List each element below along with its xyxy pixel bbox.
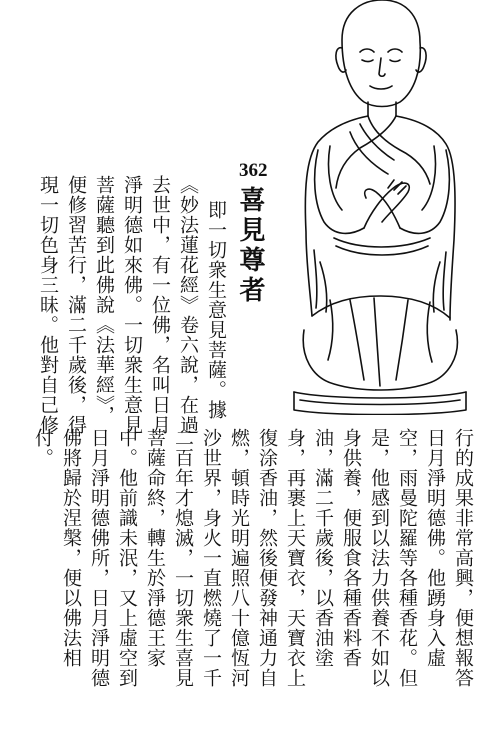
text-column-3: 去世中，有一位佛，名叫日月 xyxy=(149,175,171,435)
seated-monk-illustration xyxy=(290,0,470,415)
text-column-20: 中。他前識未泯，又上虛空到 xyxy=(116,428,138,688)
text-column-7: 現一切色身三昧。他對自己修 xyxy=(37,175,59,435)
text-column-21: 日月淨明德佛所，日月淨明德 xyxy=(88,428,110,688)
text-column-5: 菩薩聽到此佛說《法華經》， xyxy=(93,175,115,426)
text-column-8: 行的成果非常高興，便想報答 xyxy=(452,428,474,688)
text-column-10: 空，雨曼陀羅等各種香花。但 xyxy=(396,428,418,688)
text-column-19: 菩薩命終，轉生於淨德王家 xyxy=(144,428,166,668)
text-column-1: 即一切衆生意見菩薩。據 xyxy=(205,200,227,420)
entry-number: 362 xyxy=(239,160,268,181)
text-column-6: 便修習苦行，滿二千歲後，得 xyxy=(65,175,87,435)
text-column-23: 付。 xyxy=(32,428,54,468)
text-column-12: 身供養，便服食各種香料香 xyxy=(340,428,362,668)
text-column-4: 淨明德如來佛。一切衆生意見 xyxy=(121,175,143,435)
entry-title: 喜見尊者 xyxy=(235,186,265,306)
text-column-17: 沙世界，身火一直燃燒了一千 xyxy=(200,428,222,688)
text-column-11: 是，他感到以法力供養不如以 xyxy=(368,428,390,688)
text-column-13: 油，滿二千歲後，以香油塗 xyxy=(312,428,334,668)
text-column-15: 復涂香油，然後便發神通力自 xyxy=(256,428,278,688)
text-column-14: 身，再裹上天寶衣，天寶衣上 xyxy=(284,428,306,688)
text-column-9: 日月淨明德佛。他踴身入虛 xyxy=(424,428,446,668)
text-column-2: 《妙法蓮花經》卷六說，在過 xyxy=(177,175,199,435)
text-column-16: 燃，頓時光明遍照八十億恆河 xyxy=(228,428,250,688)
text-column-18: 二百年才熄滅，一切衆生喜見 xyxy=(172,428,194,688)
text-column-22: 佛將歸於涅槃，便以佛法相 xyxy=(60,428,82,668)
